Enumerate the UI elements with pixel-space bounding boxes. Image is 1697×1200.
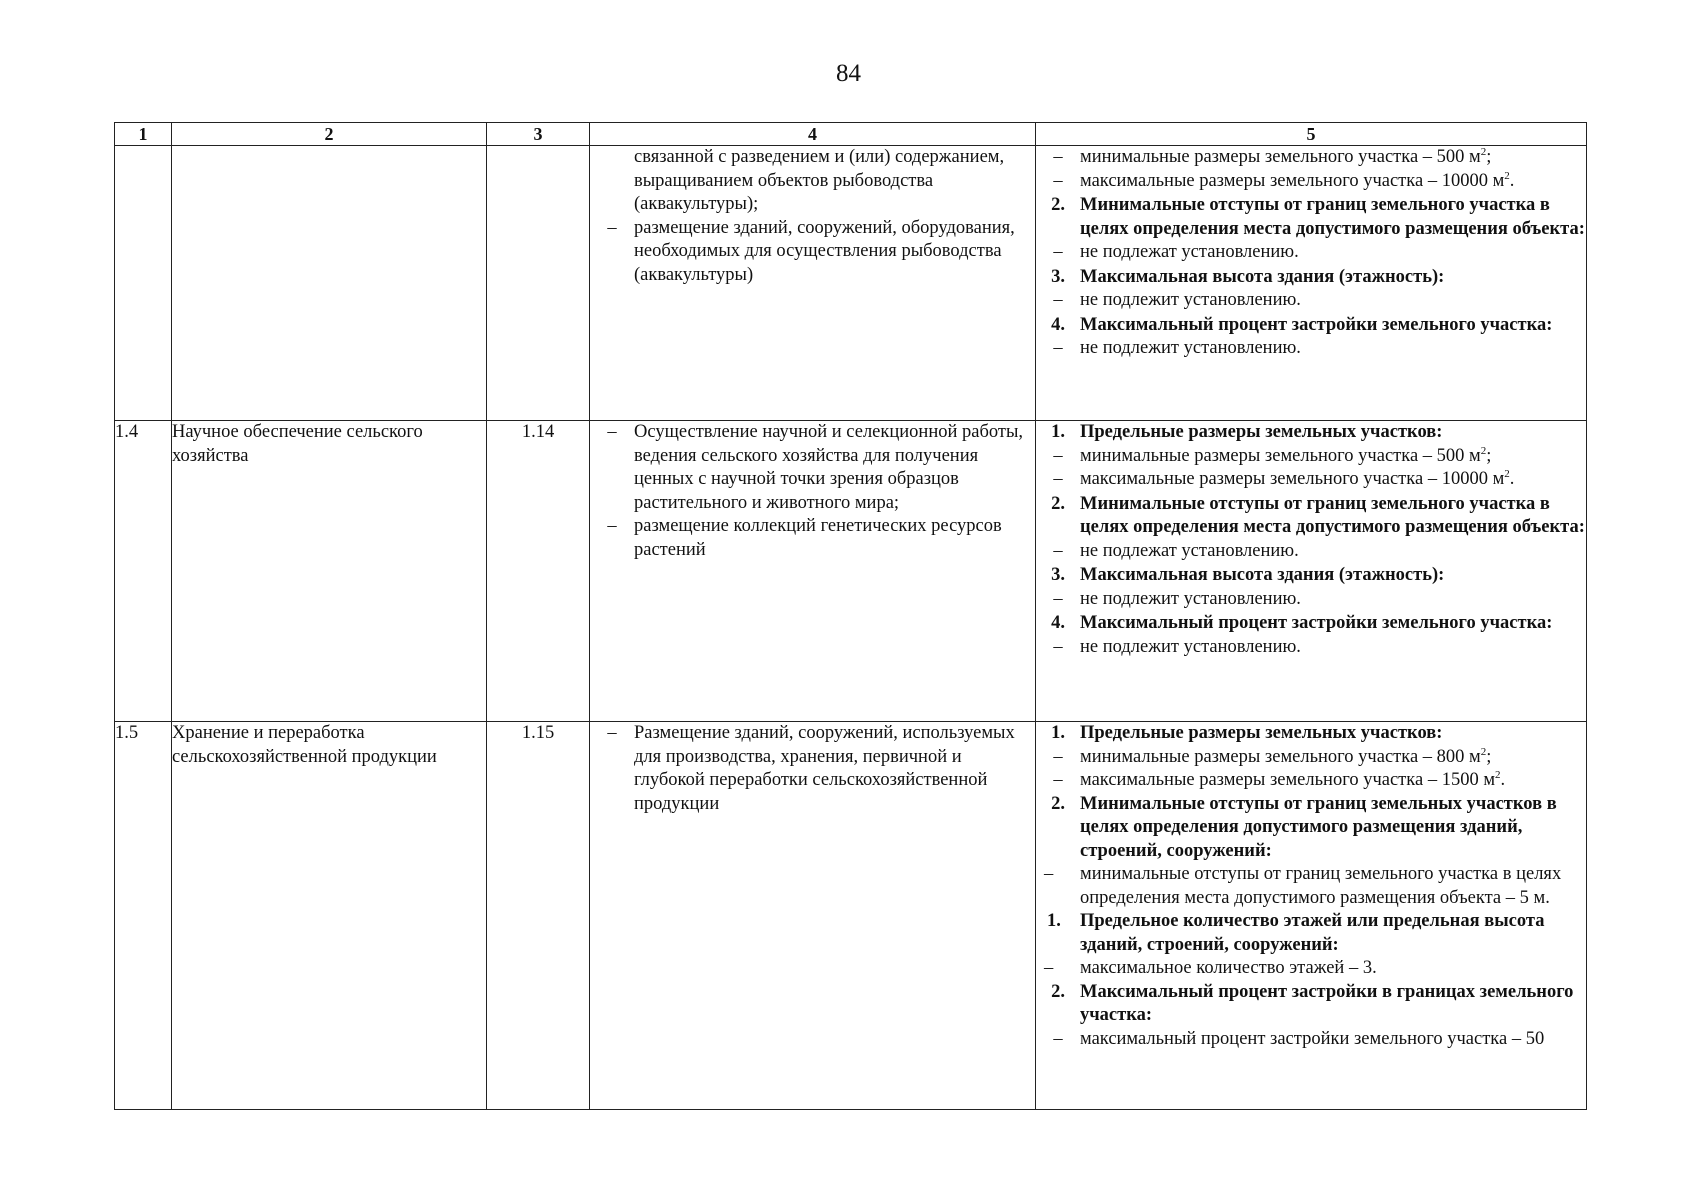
dash-marker: – — [607, 422, 617, 442]
dash-marker: – — [1053, 290, 1063, 310]
parameter-line — [1036, 445, 1586, 469]
description-item — [590, 146, 1035, 217]
parameter-heading — [1036, 564, 1586, 588]
punctuation: ; — [1486, 746, 1492, 767]
dash-marker: – — [1053, 1028, 1063, 1049]
dash-marker: – — [607, 217, 617, 238]
heading-text: Максимальный процент застройки земельного участка: — [1080, 613, 1553, 633]
parameter-heading — [1036, 612, 1586, 636]
number-marker: 4. — [1051, 314, 1065, 335]
parameter-text: не подлежит установлению. — [1080, 338, 1301, 358]
header-col-5: 5 — [1036, 123, 1587, 146]
parameters-cell — [1036, 722, 1587, 1110]
number-marker: 3. — [1051, 565, 1065, 585]
parameter-text: не подлежит установлению. — [1080, 588, 1301, 609]
parameters-cell — [1036, 421, 1587, 722]
parameter-text: максимальный процент застройки земельного участка – 50 — [1080, 1028, 1545, 1049]
usage-name-cell — [172, 146, 487, 421]
parameter-value: максимальные размеры земельного участка – 10000 м — [1080, 170, 1505, 191]
parameter-text — [1080, 146, 1586, 170]
heading-text: Минимальные отступы от границ земельных участков в целях определения допустимого размещения зданий, строений, сооружений: — [1080, 793, 1557, 861]
table-body — [115, 146, 1587, 1110]
heading-text: Предельное количество этажей или предельная высота зданий, строений, сооружений: — [1080, 911, 1545, 955]
dash-marker — [590, 146, 634, 217]
parameter-heading — [1036, 493, 1586, 540]
parameter-text: не подлежит установлению. — [1080, 290, 1301, 310]
heading-text: Минимальные отступы от границ земельного участка в целях определения места допустимого размещения объекта: — [1080, 195, 1585, 239]
dash-marker: – — [1053, 540, 1063, 561]
dash-marker: – — [1044, 864, 1054, 884]
parameter-line — [1036, 746, 1586, 770]
number-marker: 2. — [1051, 793, 1065, 814]
unit-superscript: 2 — [1480, 145, 1487, 158]
parameter-line — [1036, 863, 1586, 910]
parameter-text: максимальное количество этажей – 3. — [1080, 958, 1377, 978]
parameter-text — [1080, 769, 1586, 793]
usage-code-cell — [487, 146, 590, 421]
dash-marker: – — [1053, 469, 1063, 489]
header-row — [115, 123, 1587, 146]
description-text: связанной с разведением и (или) содержанием, выращиванием объектов рыбоводства (аквакультуры); — [634, 147, 1005, 214]
dash-marker: – — [1053, 746, 1063, 767]
heading-text: Максимальная высота здания (этажность): — [1080, 565, 1445, 585]
usage-code-cell: 1.15 — [487, 722, 590, 1110]
parameters-cell — [1036, 146, 1587, 421]
parameter-value: максимальные размеры земельного участка – 10000 м — [1080, 469, 1505, 489]
dash-marker: – — [1053, 445, 1063, 466]
number-marker: 3. — [1051, 266, 1065, 287]
parameter-text — [1080, 468, 1586, 492]
parameter-text — [1080, 746, 1586, 770]
row-number-cell: 1.4 — [115, 421, 172, 722]
dash-marker: – — [1053, 147, 1063, 167]
parameter-heading — [1036, 910, 1586, 957]
description-item — [590, 515, 1035, 562]
dash-marker: – — [1053, 588, 1063, 609]
parameter-heading — [1036, 266, 1586, 290]
table-row — [115, 146, 1587, 421]
number-marker: 2. — [1051, 493, 1065, 514]
row-number-cell — [115, 146, 172, 421]
heading-text: Предельные размеры земельных участков: — [1080, 723, 1443, 743]
dash-marker: – — [607, 723, 617, 743]
punctuation: ; — [1486, 445, 1492, 466]
punctuation: ; — [1486, 147, 1492, 167]
heading-text: Предельные размеры земельных участков: — [1080, 422, 1443, 442]
description-text: Размещение зданий, сооружений, используемых для производства, хранения, первичной и глубокой переработки сельскохозяйственной продукции — [634, 723, 1015, 814]
unit-superscript: 2 — [1504, 467, 1510, 480]
description-text: размещение коллекций генетических ресурсов растений — [634, 516, 1002, 560]
header-col-3: 3 — [487, 123, 590, 146]
parameter-value: минимальные размеры земельного участка – 500 м — [1080, 445, 1481, 466]
parameter-value: минимальные размеры земельного участка – 500 м — [1080, 147, 1481, 167]
parameter-text — [1080, 170, 1586, 194]
usage-name-cell: Хранение и переработка сельскохозяйственной продукции — [172, 722, 487, 1110]
number-marker: 1. — [1047, 911, 1061, 931]
parameter-heading — [1036, 194, 1586, 241]
heading-text: Минимальные отступы от границ земельного участка в целях определения места допустимого размещения объекта: — [1080, 493, 1585, 537]
parameter-line — [1036, 337, 1586, 361]
parameter-line — [1036, 636, 1586, 660]
number-marker: 1. — [1051, 723, 1065, 743]
dash-marker: – — [1053, 636, 1063, 657]
parameter-line — [1036, 468, 1586, 492]
parameter-line — [1036, 588, 1586, 612]
description-item — [590, 421, 1035, 515]
punctuation: . — [1500, 770, 1506, 790]
header-col-1: 1 — [115, 123, 172, 146]
parameter-value: минимальные размеры земельного участка – 800 м — [1080, 746, 1481, 767]
parameter-text: минимальные отступы от границ земельного участка в целях определения места допустимого размещения объекта – 5 м. — [1080, 864, 1562, 908]
parameter-line — [1036, 170, 1586, 194]
description-item — [590, 217, 1035, 288]
heading-text: Максимальная высота здания (этажность): — [1080, 266, 1445, 287]
parameter-line — [1036, 1028, 1586, 1052]
dash-marker: – — [1044, 958, 1054, 978]
header-col-4: 4 — [590, 123, 1036, 146]
parameter-text — [1080, 445, 1586, 469]
dash-marker: – — [607, 516, 617, 536]
parameter-heading — [1036, 981, 1586, 1028]
number-marker: 4. — [1051, 613, 1065, 633]
zoning-table — [114, 122, 1587, 1110]
number-marker: 2. — [1051, 981, 1065, 1002]
parameter-line — [1036, 289, 1586, 313]
page-number: 84 — [836, 60, 861, 87]
parameter-heading — [1036, 793, 1586, 864]
table-row — [115, 421, 1587, 722]
description-item — [590, 722, 1035, 816]
parameter-line — [1036, 957, 1586, 981]
parameter-heading — [1036, 722, 1586, 746]
description-text: Осуществление научной и селекционной работы, ведения сельского хозяйства для получения ценных с научной точки зрения образцов растительного и животного мира; — [634, 422, 1024, 513]
parameter-heading — [1036, 421, 1586, 445]
usage-name-cell: Научное обеспечение сельского хозяйства — [172, 421, 487, 722]
unit-superscript: 2 — [1480, 444, 1487, 457]
description-text: размещение зданий, сооружений, оборудования, необходимых для осуществления рыбоводства (аквакультуры) — [634, 217, 1015, 285]
dash-marker: – — [1053, 170, 1063, 191]
parameter-line — [1036, 540, 1586, 564]
usage-code-cell: 1.14 — [487, 421, 590, 722]
parameter-text: не подлежит установлению. — [1080, 636, 1301, 657]
description-cell — [590, 421, 1036, 722]
dash-marker: – — [1053, 770, 1063, 790]
parameter-line — [1036, 769, 1586, 793]
unit-superscript: 2 — [1480, 745, 1487, 758]
unit-superscript: 2 — [1504, 169, 1510, 182]
row-number-cell: 1.5 — [115, 722, 172, 1110]
parameter-text: не подлежат установлению. — [1080, 540, 1299, 561]
punctuation: . — [1509, 170, 1515, 191]
number-marker: 1. — [1051, 422, 1065, 442]
heading-text: Максимальный процент застройки земельного участка: — [1080, 314, 1553, 335]
unit-superscript: 2 — [1495, 768, 1501, 781]
table-row — [115, 722, 1587, 1110]
parameter-line — [1036, 241, 1586, 265]
dash-marker: – — [1053, 338, 1063, 358]
header-col-2: 2 — [172, 123, 487, 146]
punctuation: . — [1509, 469, 1515, 489]
parameter-value: максимальные размеры земельного участка – 1500 м — [1080, 770, 1496, 790]
parameter-heading — [1036, 314, 1586, 338]
dash-marker: – — [1053, 242, 1063, 262]
heading-text: Максимальный процент застройки в границах земельного участка: — [1080, 981, 1574, 1025]
description-cell — [590, 146, 1036, 421]
number-marker: 2. — [1051, 195, 1065, 215]
description-cell — [590, 722, 1036, 1110]
parameter-text: не подлежат установлению. — [1080, 242, 1299, 262]
parameter-line — [1036, 146, 1586, 170]
